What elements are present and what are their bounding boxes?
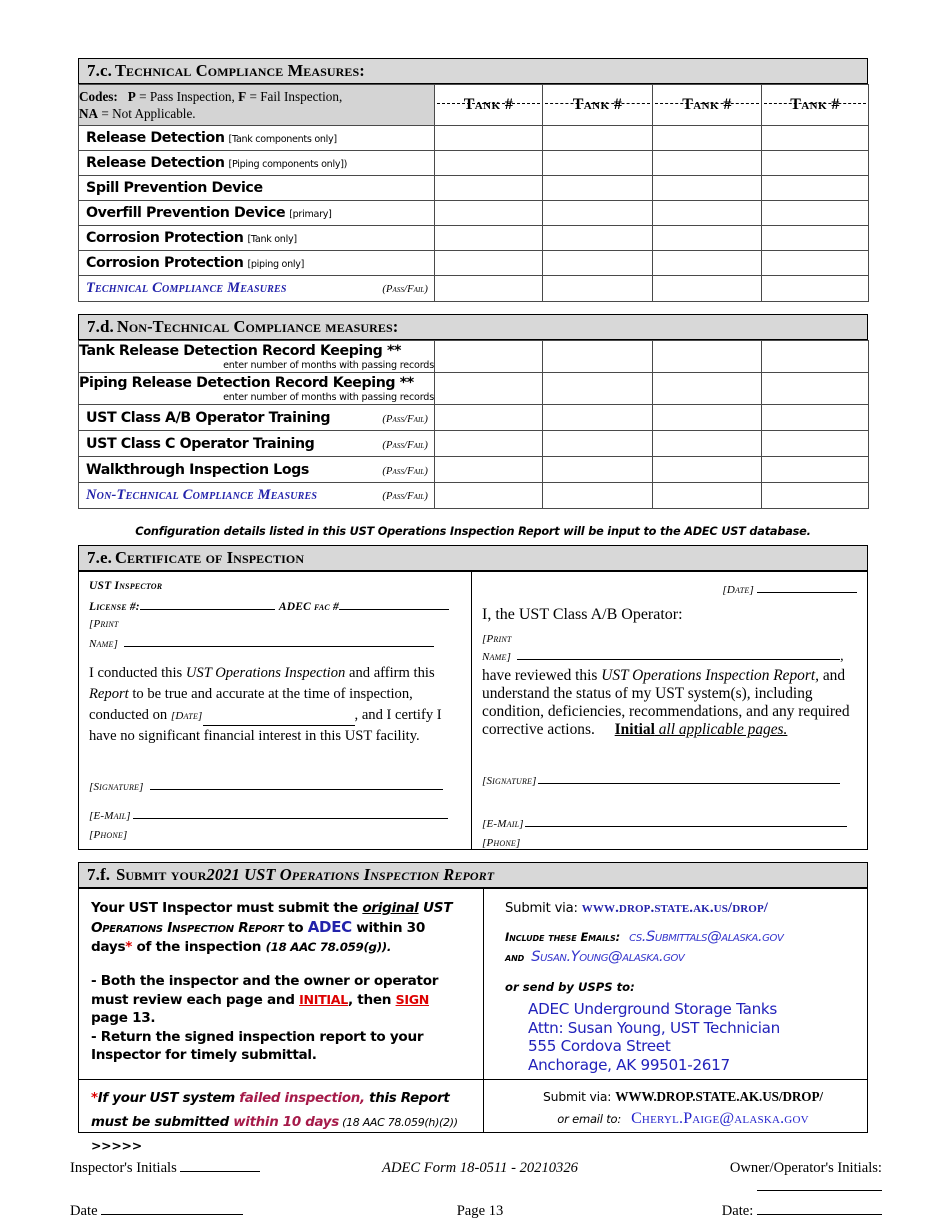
- inspection-date-input[interactable]: [203, 712, 355, 726]
- b1-b: , then: [347, 991, 396, 1008]
- cell-input[interactable]: [435, 431, 543, 457]
- page-footer: [70, 1158, 882, 1220]
- name-label: Name]: [89, 638, 119, 650]
- operator-date-label: [Date]: [722, 584, 754, 596]
- footer-date-input[interactable]: [101, 1201, 243, 1215]
- configuration-note: Configuration details listed in this UST Operations Inspection Report will be input to the ADEC UST database.: [135, 525, 811, 538]
- section-7e-header: [78, 545, 868, 571]
- cell-input[interactable]: [435, 457, 543, 483]
- inspector-label: UST Inspector: [89, 580, 163, 592]
- section-7e-title: Certificate of Inspection: [114, 548, 305, 567]
- email-label: [E-Mail]: [89, 809, 131, 822]
- affirm-italic-2: Report: [89, 686, 129, 703]
- cell-input[interactable]: [762, 373, 869, 405]
- b1-c: page 13.: [91, 1010, 156, 1027]
- cell-input[interactable]: [435, 373, 543, 405]
- cell-input[interactable]: [435, 176, 543, 201]
- affirm-date-label: [Date]: [170, 710, 203, 723]
- code-p-text: = Pass Inspection,: [135, 88, 239, 104]
- cell-input[interactable]: [762, 201, 869, 226]
- section-7d-number: 7.d.: [87, 317, 114, 336]
- table-row-summary: [79, 483, 869, 509]
- cell-input[interactable]: [653, 201, 762, 226]
- cell-input[interactable]: [653, 251, 762, 276]
- inspector-signature-input[interactable]: [150, 778, 443, 790]
- cell-input[interactable]: [762, 276, 869, 302]
- operator-email-input[interactable]: [525, 815, 847, 827]
- row-label-class-ab-operator-training: UST Class A/B Operator Training (Pass/Fail): [79, 405, 435, 431]
- operator-name-label: Name]: [482, 650, 512, 663]
- code-na: NA: [79, 106, 99, 121]
- review-part-2: and understand the status of my UST system(s), including condition, deficiencies, recommendations, and any required corrective actions.: [482, 666, 850, 739]
- submit-left-column: [79, 889, 483, 1065]
- section-7c-number: 7.c.: [87, 61, 112, 80]
- table-row: [79, 457, 869, 483]
- initial-bold-label: Initial: [614, 721, 655, 739]
- cell-input[interactable]: [435, 201, 543, 226]
- usps-label: or send by USPS to:: [505, 980, 635, 994]
- code-f-text: = Fail Inspection,: [246, 88, 343, 104]
- license-label: License #:: [89, 601, 140, 613]
- warning-submit-url[interactable]: WWW.DROP.STATE.AK.US/DROP/: [615, 1089, 823, 1104]
- cell-input[interactable]: [435, 226, 543, 251]
- cell-input[interactable]: [653, 176, 762, 201]
- row-label-corrosion-protection-tank: Corrosion Protection [Tank only]: [79, 226, 435, 251]
- table-row-summary: [79, 276, 869, 302]
- operator-signature-label: [Signature]: [482, 774, 537, 787]
- warning-submit-via-label: Submit via:: [543, 1089, 612, 1104]
- cell-input[interactable]: [653, 226, 762, 251]
- cell-input[interactable]: [543, 276, 653, 302]
- row-label-release-detection-tank: Release Detection [Tank components only]: [79, 126, 435, 151]
- warn-failed: failed inspection,: [239, 1091, 365, 1106]
- cell-input[interactable]: [543, 176, 653, 201]
- submit-right-column: [483, 889, 869, 1074]
- cell-input[interactable]: [543, 373, 653, 405]
- cell-input[interactable]: [435, 151, 543, 176]
- warn-2: this Report must be submitted: [91, 1091, 450, 1130]
- cell-input[interactable]: [543, 151, 653, 176]
- address-line-1: ADEC Underground Storage Tanks: [528, 1000, 778, 1018]
- footer-owner-initials-input[interactable]: [757, 1177, 882, 1191]
- address-line-4: Anchorage, AK 99501-2617: [528, 1055, 730, 1074]
- include-emails-label: Include these Emails:: [505, 930, 621, 944]
- cell-input[interactable]: [762, 226, 869, 251]
- b1-sign: SIGN: [395, 991, 429, 1007]
- warn-1: If your UST system: [97, 1091, 240, 1106]
- email-susan-young[interactable]: Susan.Young@alaska.gov: [531, 948, 685, 965]
- affirm-part-1: I conducted this: [89, 665, 186, 681]
- inspector-name-input[interactable]: [124, 633, 434, 647]
- warn-cite: (18 AAC 78.059(h)(2)): [338, 1115, 458, 1129]
- cell-input[interactable]: [543, 457, 653, 483]
- footer-owner-initials-label: Owner/Operator's Initials:: [729, 1160, 882, 1176]
- initial-rest-label: all applicable pages.: [654, 721, 788, 739]
- cell-input[interactable]: [653, 373, 762, 405]
- section-7e-number: 7.e.: [87, 548, 112, 567]
- cell-input[interactable]: [762, 483, 869, 509]
- operator-print-label: [Print: [482, 632, 512, 645]
- section-7c-title: Technical Compliance Measures:: [114, 61, 365, 80]
- nontechnical-compliance-table: [78, 340, 869, 509]
- footer-owner-date-input[interactable]: [757, 1201, 882, 1215]
- operator-date-input[interactable]: [757, 580, 857, 593]
- operator-review-paragraph: [482, 667, 857, 740]
- code-na-text: = Not Applicable.: [98, 106, 196, 121]
- footer-page-label: Page 13: [456, 1203, 504, 1219]
- tank-header-1[interactable]: Tank #: [435, 85, 543, 126]
- cell-input[interactable]: [653, 431, 762, 457]
- cell-input[interactable]: [435, 483, 543, 509]
- table-row: [79, 176, 869, 201]
- cell-input[interactable]: [543, 405, 653, 431]
- p1-d: within 30 days: [91, 920, 425, 955]
- warn-within-10-days: within 10 days: [233, 1114, 339, 1130]
- footer-inspector-initials-label: Inspector's Initials: [70, 1160, 177, 1176]
- p1-star: *: [125, 938, 133, 955]
- cell-input[interactable]: [435, 341, 543, 373]
- operator-name-input[interactable]: [517, 647, 840, 660]
- technical-summary-label: Technical Compliance Measures: [86, 280, 287, 296]
- cell-input[interactable]: [653, 126, 762, 151]
- operator-signature-input[interactable]: [538, 772, 840, 784]
- section-7f-header: [78, 862, 868, 888]
- nontechnical-summary-note: (Pass/Fail): [382, 491, 428, 502]
- p1-original: original: [362, 900, 419, 916]
- cell-input[interactable]: [543, 201, 653, 226]
- row-label-class-c-operator-training: UST Class C Operator Training (Pass/Fail): [79, 431, 435, 457]
- row-label-spill-prevention-device: Spill Prevention Device: [79, 176, 435, 201]
- submit-bullet-1: [91, 972, 469, 1027]
- cell-input[interactable]: [435, 251, 543, 276]
- footer-inspector-initials-input[interactable]: [180, 1158, 260, 1172]
- p1-cite: (18 AAC 78.059(g)).: [265, 939, 392, 954]
- b1-a: - Both the inspector and the owner or operator must review each page and: [91, 973, 439, 1008]
- p1-adec: ADEC: [307, 918, 352, 937]
- table-row: [79, 226, 869, 251]
- warning-left: [79, 1079, 483, 1158]
- submit-via-label: Submit via:: [505, 901, 578, 916]
- affirm-part-2: and affirm this: [345, 665, 435, 681]
- cell-input[interactable]: [653, 457, 762, 483]
- adec-fac-input[interactable]: [339, 596, 449, 610]
- cell-input[interactable]: [543, 431, 653, 457]
- warning-submit-via-line: [503, 1088, 863, 1106]
- email-submittals[interactable]: cs.Submittals@alaska.gov: [629, 928, 784, 945]
- footer-owner-date-label: Date:: [721, 1203, 754, 1219]
- table-row: [79, 151, 869, 176]
- footer-form-id: ADEC Form 18-0511 - 20210326: [382, 1160, 578, 1176]
- submit-paragraph-1: [91, 899, 469, 956]
- address-line-3: 555 Cordova Street: [528, 1037, 671, 1056]
- tank-header-2[interactable]: Tank #: [543, 85, 653, 126]
- cell-input[interactable]: [762, 405, 869, 431]
- phone-label: [Phone]: [89, 828, 128, 841]
- p1-c: to: [283, 920, 308, 937]
- warn-arrows: >>>>>: [91, 1137, 142, 1153]
- p1-a: Your UST Inspector must submit the: [91, 900, 363, 916]
- signature-label: [Signature]: [89, 780, 144, 793]
- cell-input[interactable]: [762, 126, 869, 151]
- technical-summary-note: (Pass/Fail): [382, 284, 428, 295]
- row-label-nontechnical-summary: [79, 483, 435, 509]
- cell-input[interactable]: [762, 431, 869, 457]
- codes-label: Codes:: [79, 88, 118, 104]
- review-part-1: have reviewed this: [482, 666, 602, 684]
- warning-text: [91, 1088, 475, 1158]
- cell-input[interactable]: [543, 226, 653, 251]
- certificate-inspector-column: [79, 572, 471, 841]
- operator-phone-label: [Phone]: [482, 836, 521, 849]
- inspector-affirmation-paragraph: [89, 663, 459, 748]
- cell-input[interactable]: [762, 251, 869, 276]
- table-row: [79, 405, 869, 431]
- certificate-box: [78, 571, 868, 850]
- certificate-operator-column: [Date] I, the UST Class A/B Operator: [Print Name] , have reviewed this UST Operations Inspection Report, and understand the status of my UST system(s), including condition, deficiencies, recommendations, and any required corrective actions. Initial all applicable pages. [Signature] [E-Mail] [Phone]: [471, 572, 869, 849]
- row-label-piping-release-record-keeping: Piping Release Detection Record Keeping ** enter number of months with passing records: [79, 374, 434, 403]
- code-f: F: [238, 88, 247, 104]
- tank-header-4[interactable]: Tank #: [762, 85, 869, 126]
- table-row-codes: [79, 85, 869, 126]
- cell-input[interactable]: [435, 405, 543, 431]
- warning-star: *: [91, 1091, 98, 1106]
- cell-input[interactable]: [762, 341, 869, 373]
- codes-legend-cell: [79, 85, 435, 126]
- cell-input[interactable]: [653, 341, 762, 373]
- and-label: and: [505, 950, 525, 964]
- section-7f-title-year: 2021 UST Operations Inspection Report: [206, 865, 495, 884]
- cell-input[interactable]: [653, 483, 762, 509]
- submit-bullet-2: - Return the signed inspection report to your Inspector for timely submittal.: [91, 1028, 424, 1064]
- cell-input[interactable]: [762, 176, 869, 201]
- section-7f-number: 7.f.: [87, 865, 111, 884]
- affirm-part-4: , and I certify I have no significant financial interest in this UST facility.: [89, 707, 442, 745]
- tank-header-3[interactable]: Tank #: [653, 85, 762, 126]
- table-row: [79, 373, 869, 405]
- row-label-walkthrough-inspection-logs: Walkthrough Inspection Logs (Pass/Fail): [79, 457, 435, 483]
- cell-input[interactable]: [543, 341, 653, 373]
- emails-line: [505, 927, 861, 967]
- license-input[interactable]: [140, 596, 275, 610]
- cell-input[interactable]: [762, 151, 869, 176]
- warning-email-label: or email to:: [557, 1112, 622, 1126]
- cell-input[interactable]: [435, 276, 543, 302]
- address-line-2: Attn: Susan Young, UST Technician: [528, 1018, 780, 1037]
- nontechnical-summary-label: Non-Technical Compliance Measures: [86, 487, 318, 503]
- cell-input[interactable]: [543, 251, 653, 276]
- mailing-address: [505, 1000, 861, 1074]
- table-row: [79, 126, 869, 151]
- table-row: [79, 251, 869, 276]
- cell-input[interactable]: [435, 126, 543, 151]
- inspector-email-input[interactable]: [133, 807, 448, 819]
- row-label-technical-summary: [79, 276, 435, 302]
- print-label: [Print: [89, 618, 119, 630]
- warning-right: [483, 1079, 869, 1128]
- table-row: [79, 341, 869, 373]
- row-label-release-detection-piping: Release Detection [Piping components only]): [79, 151, 435, 176]
- warning-email-line: [503, 1110, 863, 1128]
- table-row: [79, 431, 869, 457]
- cell-input[interactable]: [543, 126, 653, 151]
- cell-input[interactable]: [762, 457, 869, 483]
- adec-fac-label: ADEC fac #: [278, 601, 339, 613]
- cell-input[interactable]: [653, 405, 762, 431]
- technical-compliance-table: [78, 84, 869, 302]
- submit-url-link[interactable]: www.drop.state.ak.us/drop/: [581, 900, 769, 916]
- affirm-part-3: to be true and accurate at the time of inspection, conducted on: [89, 686, 413, 724]
- cell-input[interactable]: [653, 151, 762, 176]
- row-label-overfill-prevention-device: Overfill Prevention Device [primary]: [79, 201, 435, 226]
- section-7c-header: [78, 58, 868, 84]
- footer-date-label: Date: [70, 1203, 98, 1219]
- p1-b: UST Operations Inspection Report: [91, 900, 453, 937]
- cell-input[interactable]: [543, 483, 653, 509]
- section-7d-title: Non-Technical Compliance measures:: [116, 317, 399, 336]
- operator-email-label: [E-Mail]: [482, 817, 524, 830]
- row-label-tank-release-record-keeping: Tank Release Detection Record Keeping ** enter number of months with passing records: [79, 342, 434, 371]
- submit-via-line: [505, 899, 861, 917]
- b1-initial: INITIAL: [299, 991, 348, 1007]
- section-7f-title-pre: Submit your: [116, 865, 207, 884]
- review-italic-1: UST Operations Inspection Report,: [601, 666, 819, 684]
- operator-intro: I, the UST Class A/B Operator:: [482, 606, 683, 623]
- table-row: [79, 201, 869, 226]
- code-p: P: [127, 88, 136, 104]
- section-7d-header: [78, 314, 868, 340]
- affirm-italic-1: UST Operations Inspection: [185, 665, 346, 681]
- p1-e: of the inspection: [132, 938, 266, 955]
- warning-email[interactable]: Cheryl.Paige@alaska.gov: [631, 1110, 809, 1127]
- cell-input[interactable]: [653, 276, 762, 302]
- row-label-corrosion-protection-piping: Corrosion Protection [piping only]: [79, 251, 435, 276]
- submit-instructions-box: [78, 888, 868, 1153]
